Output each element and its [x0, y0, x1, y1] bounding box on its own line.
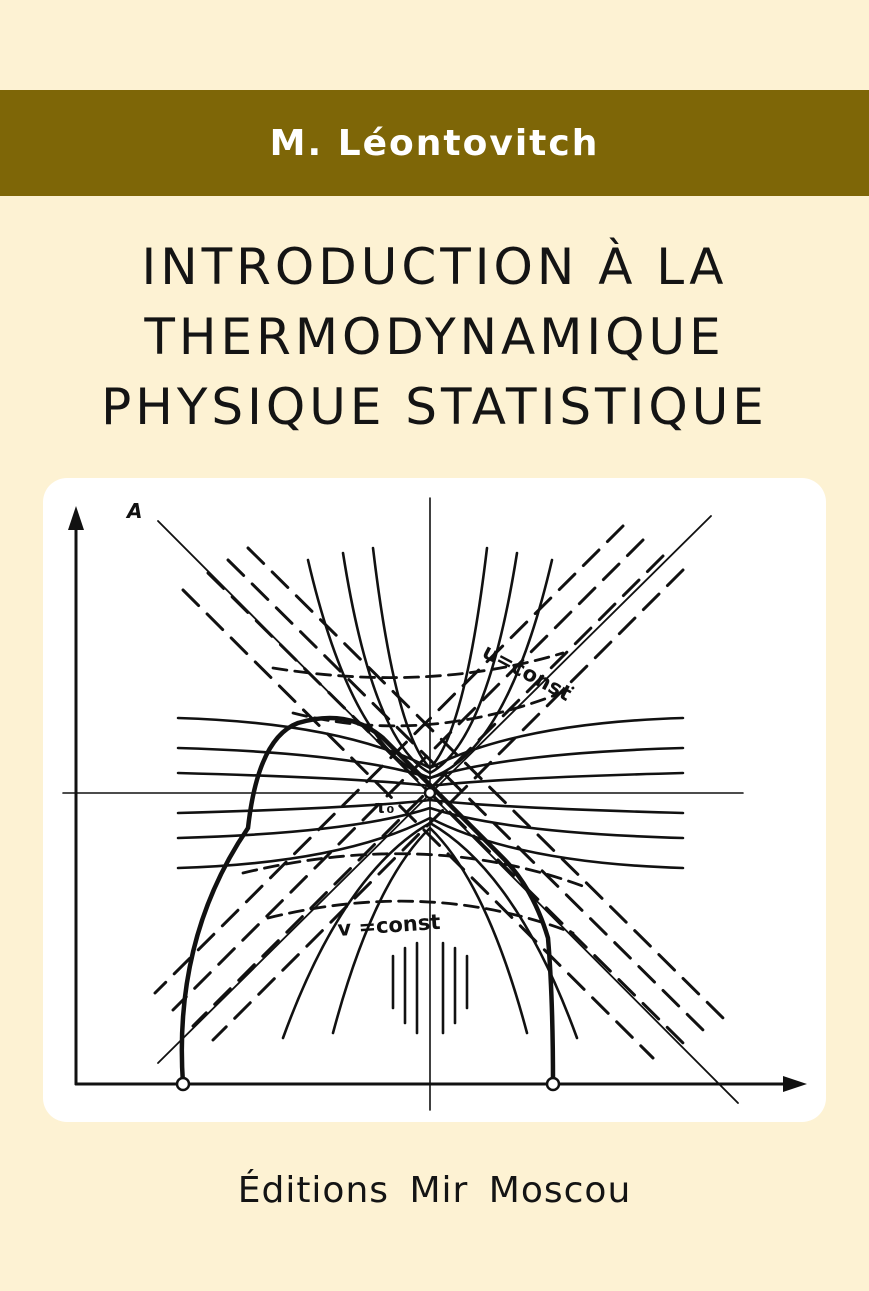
cover-illustration — [43, 478, 826, 1122]
saddle-point — [425, 788, 435, 798]
author-name: M. Léontovitch — [269, 122, 600, 164]
book-title — [0, 232, 869, 442]
author-band — [0, 90, 869, 196]
curve-label-u: u=const — [478, 639, 576, 706]
left-root-point — [177, 1078, 189, 1090]
right-root-point — [547, 1078, 559, 1090]
axis-label-y: A — [127, 499, 143, 523]
title-line-2: THERMODYNAMIQUE — [144, 308, 725, 366]
title-line-1: INTRODUCTION À LA — [141, 238, 728, 296]
points — [177, 788, 559, 1090]
publisher: Éditions Mir Moscou — [237, 1170, 632, 1211]
point-label: τ₀ — [375, 797, 395, 818]
title-line-3: PHYSIQUE STATISTIQUE — [101, 378, 768, 436]
curve-label-v: v =const — [336, 909, 442, 941]
y-axis-arrow — [68, 506, 84, 530]
saddle-diagram — [43, 478, 826, 1122]
x-axis-arrow — [783, 1076, 807, 1092]
